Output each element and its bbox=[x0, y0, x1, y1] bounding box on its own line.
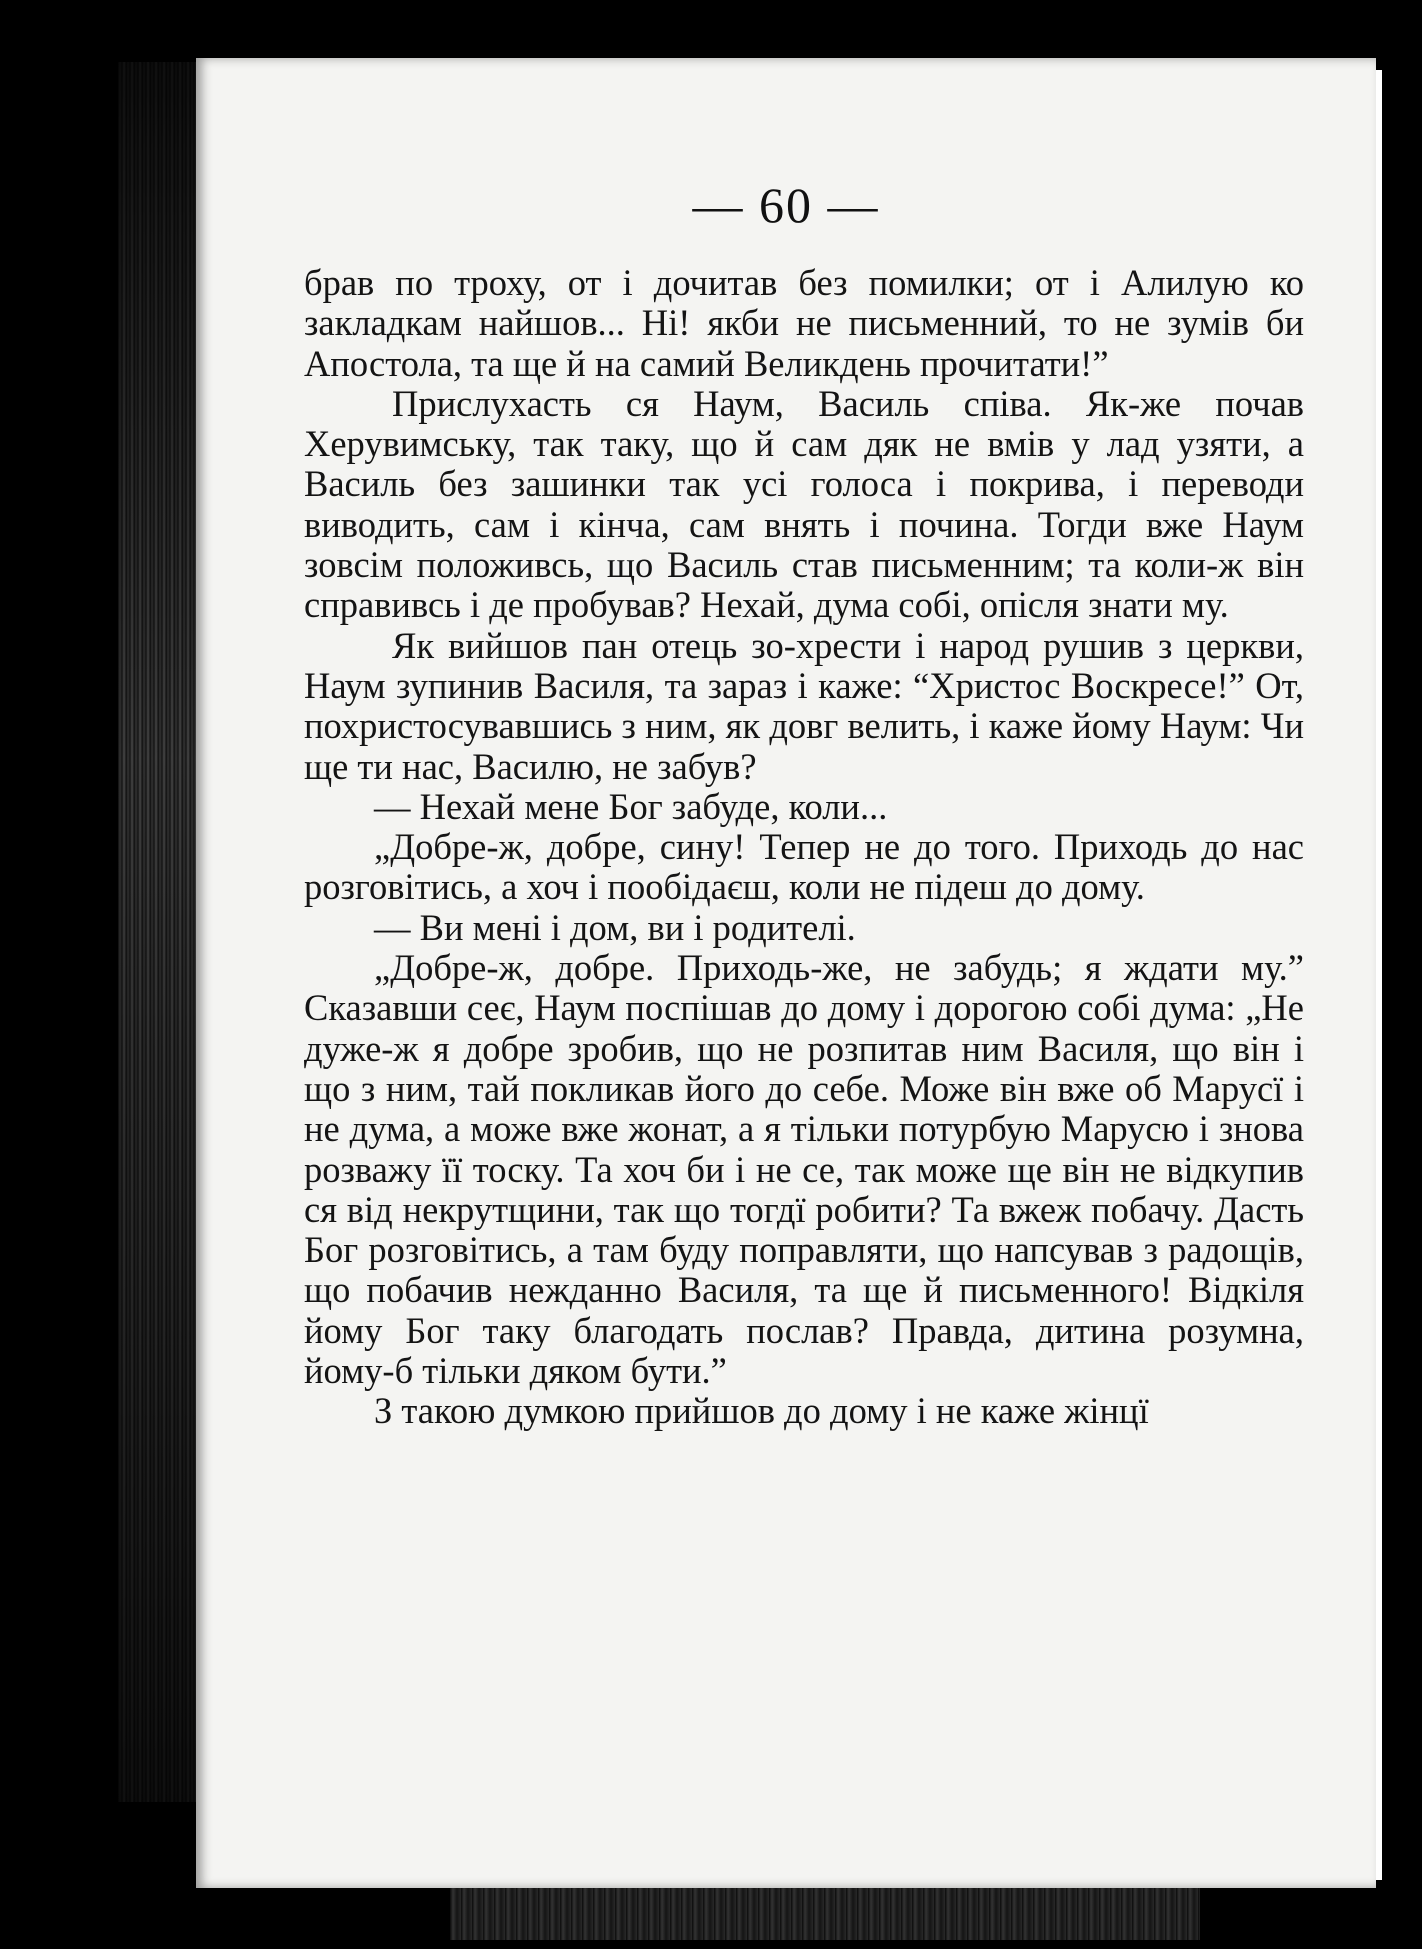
paragraph: „Добре-ж, добре. Приходь-же, не забудь; я ждати му.” Сказавши сеє, Наум поспішав до дому і дорогою собі дума: „Не дуже-ж я добре зробив, що не розпитав ним Василя, що він і що з ним, тай покликав його до себе. Може він вже об Марусї і не дума, а може вже жонат, а я тільки потурбую Марусю і знова розважу її тоску. Та хоч би і не се, так може ще він не відкупив ся від некрутщини, так що тогдї робити? Та вжеж побачу. Дасть Бог розговітись, а там буду поправляти, що напсував з радощів, що побачив нежданно Василя, та ще й письменного! Відкіля йому Бог таку благодать послав? Правда, дитина розумна, йому-б тільки дяком бути.” bbox=[304, 947, 1304, 1392]
page-number: — 60 — bbox=[692, 177, 880, 233]
paragraph: Прислухасть ся Наум, Василь співа. Як-же почав Херувимську, так таку, що й сам дяк не вмів у лад узяти, а Василь без зашинки так усі голоса і покрива, і переводи виводить, сам і кінча, сам внять і почина. Тогди вже Наум зовсім положивсь, що Василь став письменним; та коли-ж він справивсь і де пробував? Нехай, дума собі, опісля знати му. bbox=[304, 382, 1304, 626]
page-sheet bbox=[196, 58, 1376, 1888]
paragraph: — Ви мені і дом, ви і родителі. bbox=[374, 906, 856, 948]
paragraph: брав по троху, от і дочитав без помилки; от і Алилую ко закладкам найшов... Ні! якби не письменний, то не зумів би Апостола, та ще й на самий Великдень прочитати!” bbox=[304, 262, 1304, 384]
paragraph: Як вийшов пан отець зо-хрести і народ рушив з церкви, Наум зупинив Василя, та зараз і каже: “Христос Воскресе!” От, похристосувавшись з ним, як довг велить, і каже йому Наум: Чи ще ти нас, Василю, не забув? bbox=[304, 624, 1304, 787]
book-spine bbox=[118, 62, 200, 1802]
paragraph: — Нехай мене Бог забуде, коли... bbox=[374, 785, 888, 827]
page-right-edge bbox=[1376, 70, 1382, 1880]
paragraph: З такою думкою прийшов до дому і не каже жінцї bbox=[374, 1390, 1149, 1432]
page-body bbox=[304, 263, 1304, 1432]
page-edge-shadow bbox=[450, 1880, 1200, 1940]
paragraph: „Добре-ж, добре, сину! Тепер не до того. Приходь до нас розговітись, а хоч і пообідаєш, коли не підеш до дому. bbox=[304, 826, 1304, 908]
